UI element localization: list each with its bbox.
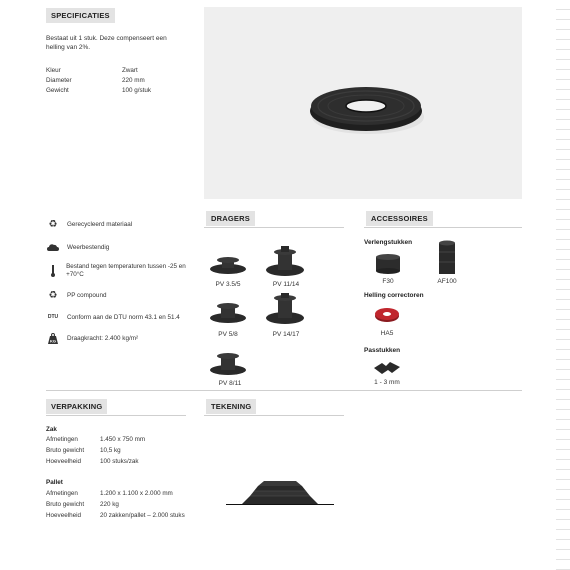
feature-recycled	[46, 217, 132, 231]
recycle-icon: ♻	[48, 218, 58, 230]
extension-af100-label: AF100	[437, 278, 457, 285]
pedestal-pv35-label: PV 3.5/5	[215, 281, 241, 288]
pedestal-pv35-image	[208, 255, 248, 277]
pallet-title: Pallet	[46, 479, 63, 486]
feature-dtu	[46, 310, 180, 324]
feature-text: Weerbestendig	[67, 243, 110, 251]
spec-value-diameter: 220 mm	[122, 77, 145, 84]
svg-text:KG: KG	[50, 338, 56, 343]
pedestal-pv1114-label: PV 11/14	[272, 281, 300, 288]
specificaties-description: Bestaat uit 1 stuk. Deze compenseert een helling van 2%.	[46, 35, 167, 51]
pallet-value-gewicht: 220 kg	[100, 501, 119, 508]
pallet-value-afmetingen: 1.200 x 1.100 x 2.000 mm	[100, 490, 173, 497]
helling-title: Helling correctoren	[364, 292, 424, 299]
feature-temperature	[46, 262, 196, 280]
zak-label-hoeveelheid: Hoeveelheid	[46, 458, 82, 465]
spec-label-diameter: Diameter	[46, 77, 72, 84]
zak-title: Zak	[46, 426, 57, 433]
technical-drawing-image	[224, 474, 336, 508]
feature-text: Bestand tegen temperaturen tussen -25 en +70°C	[66, 263, 186, 278]
pallet-label-gewicht: Bruto gewicht	[46, 501, 85, 508]
zak-label-afmetingen: Afmetingen	[46, 436, 78, 443]
feature-weather	[46, 240, 109, 254]
weight-icon	[46, 331, 60, 345]
pallet-value-hoeveelheid: 20 zakken/pallet – 2.000 stuks	[100, 512, 185, 519]
pedestal-pv811-image	[208, 350, 248, 378]
extension-af100-image	[436, 240, 458, 276]
pallet-label-afmetingen: Afmetingen	[46, 490, 78, 497]
slope-corrector-image	[204, 7, 522, 199]
dtu-icon: DTU	[47, 314, 59, 320]
verlengstukken-title: Verlengstukken	[364, 239, 413, 246]
pallet-label-hoeveelheid: Hoeveelheid	[46, 512, 82, 519]
zak-label-gewicht: Bruto gewicht	[46, 447, 85, 454]
slope-corrector-ha5-label: HA5	[380, 330, 394, 337]
shim-label: 1 - 3 mm	[374, 379, 400, 386]
page-ruler	[556, 0, 570, 570]
pedestal-pv58-label: PV 5/8	[218, 331, 238, 338]
accessoires-divider	[364, 227, 522, 228]
passtukken-title: Passtukken	[364, 347, 401, 354]
accessoires-heading: ACCESSOIRES	[366, 211, 433, 226]
verpakking-heading: VERPAKKING	[46, 399, 107, 414]
dragers-divider	[204, 227, 344, 228]
feature-text: PP compound	[67, 291, 107, 299]
tekening-heading: TEKENING	[206, 399, 256, 414]
zak-value-afmetingen: 1.450 x 750 mm	[100, 436, 146, 443]
bottom-divider	[46, 390, 522, 391]
pedestal-pv1417-label: PV 14/17	[272, 331, 300, 338]
tekening-divider	[204, 415, 344, 416]
thermometer-icon	[46, 264, 59, 278]
spec-value-gewicht: 100 g/stuk	[122, 87, 152, 94]
spec-label-kleur: Kleur	[46, 67, 61, 74]
shim-image	[372, 361, 402, 375]
spec-label-gewicht: Gewicht	[46, 87, 69, 94]
pedestal-pv1417-image	[264, 292, 306, 326]
feature-load	[46, 331, 138, 345]
pedestal-pv58-image	[208, 300, 248, 326]
verpakking-divider	[46, 415, 186, 416]
zak-value-hoeveelheid: 100 stuks/zak	[100, 458, 139, 465]
specificaties-heading: SPECIFICATIES	[46, 8, 115, 23]
dragers-heading: DRAGERS	[206, 211, 255, 226]
feature-text: Conform aan de DTU norm 43.1 en 51.4	[67, 313, 180, 321]
pedestal-pv811-label: PV 8/11	[218, 380, 242, 387]
recycle-icon: ♻	[48, 289, 58, 301]
extension-f30-label: F30	[382, 278, 394, 285]
feature-pp	[46, 288, 106, 302]
feature-text: Gerecycleerd materiaal	[67, 220, 133, 228]
extension-f30-image	[372, 251, 404, 275]
zak-value-gewicht: 10,5 kg	[100, 447, 121, 454]
spec-value-kleur: Zwart	[122, 67, 138, 74]
pedestal-pv1114-image	[264, 244, 306, 278]
slope-corrector-ha5-image	[374, 306, 400, 324]
feature-text: Draagkracht: 2.400 kg/m²	[67, 334, 139, 342]
cloud-icon	[46, 240, 60, 254]
product-photo	[204, 7, 522, 199]
